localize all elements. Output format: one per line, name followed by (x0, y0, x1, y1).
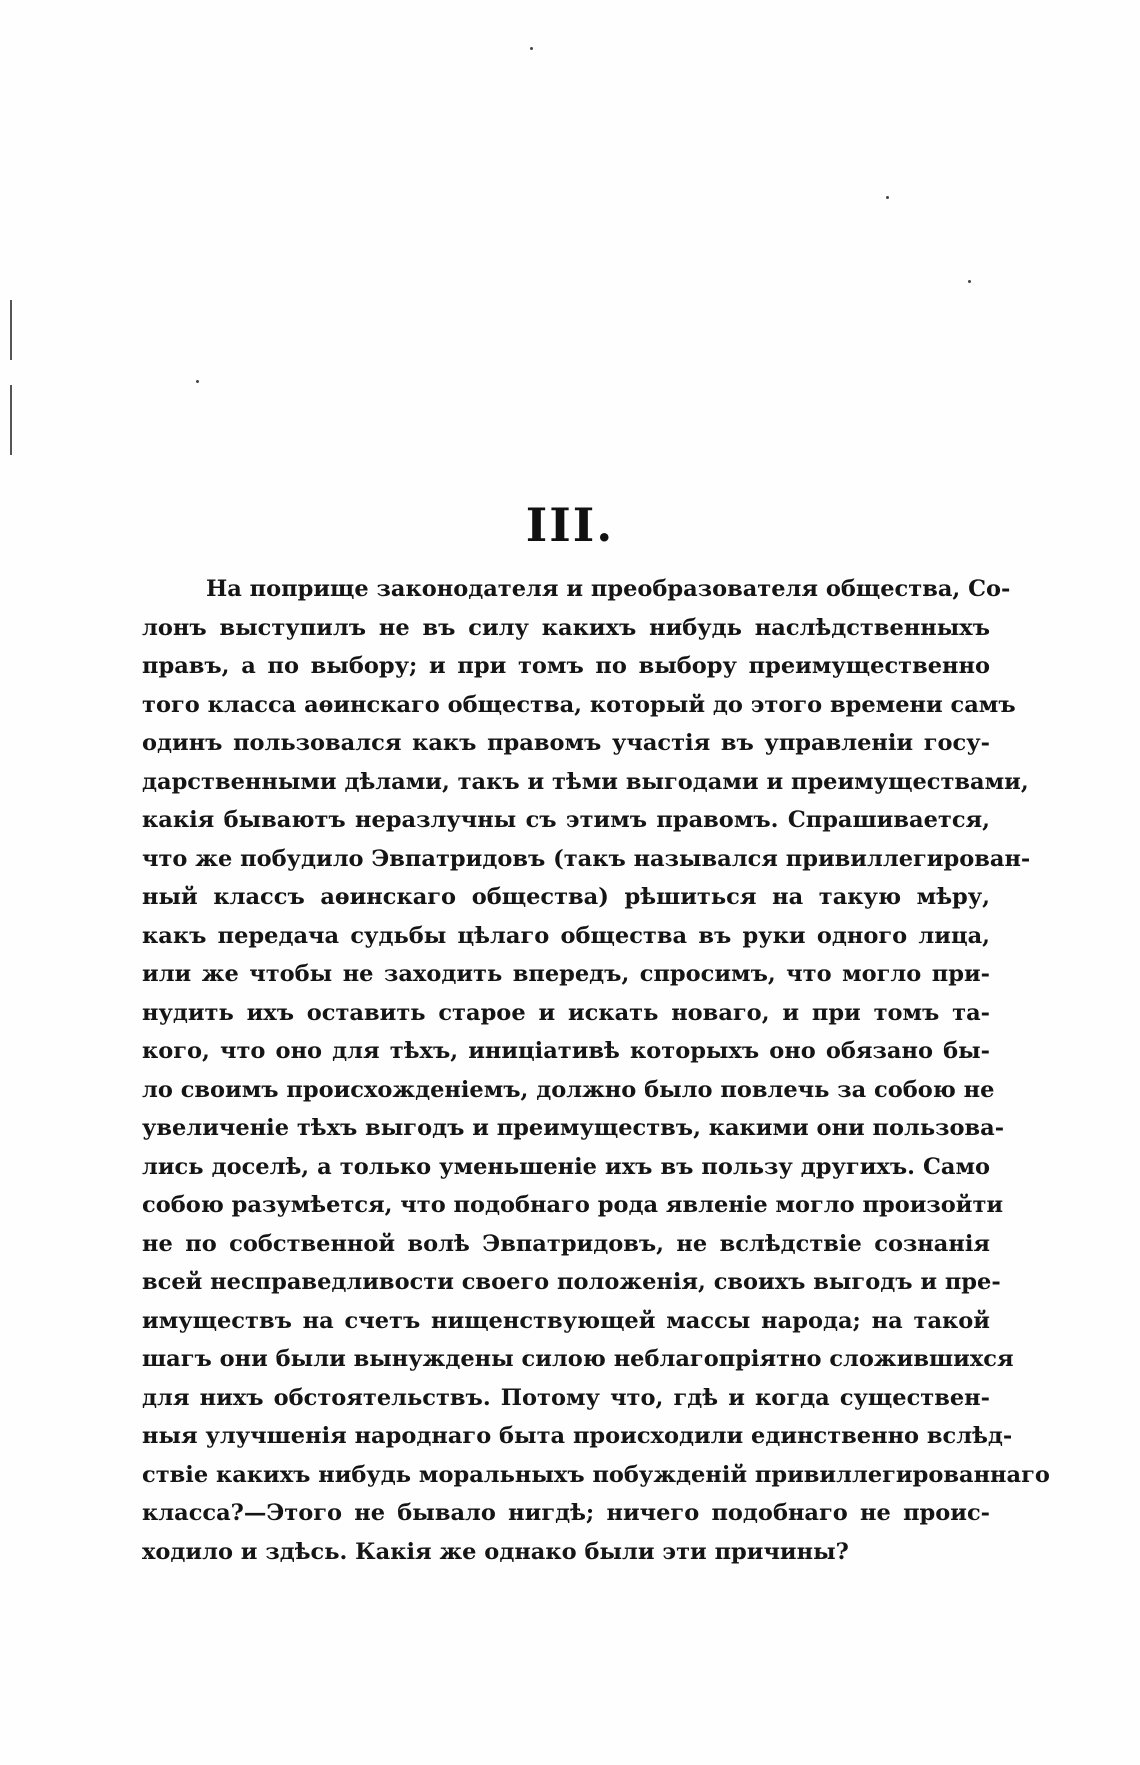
text-line: имуществъ на счетъ нищенствующей массы народа; на такой (142, 1307, 990, 1334)
chapter-heading: III. (525, 498, 615, 552)
text-line: класса?—Этого не бывало нигдѣ; ничего подобнаго не проис- (142, 1500, 990, 1526)
text-line: не по собственной волѣ Эвпатридовъ, не вслѣдствіе сознанія (142, 1230, 990, 1257)
text-line: лись доселѣ, а только уменьшеніе ихъ въ пользу другихъ. Само (142, 1153, 990, 1180)
text-line: нудить ихъ оставить старое и искать новаго, и при томъ та- (142, 999, 990, 1026)
text-line: На поприще законодателя и преобразователя общества, Со- (206, 576, 1011, 602)
text-line: для нихъ обстоятельствъ. Потому что, гдѣ и когда существен- (142, 1384, 990, 1411)
text-line: дарственными дѣлами, такъ и тѣми выгодами и преимуществами, (142, 768, 1029, 795)
text-line: собою разумѣется, что подобнаго рода явленіе могло произойти (142, 1192, 1004, 1218)
scan-speck (196, 380, 199, 383)
text-line: лонъ выступилъ не въ силу какихъ нибудь наслѣдственныхъ (142, 614, 990, 641)
body-text (142, 570, 1050, 1571)
scan-speck (886, 196, 889, 199)
text-line: ныя улучшенія народнаго быта происходили единственно вслѣд- (142, 1423, 1013, 1449)
text-line: какъ передача судьбы цѣлаго общества въ руки одного лица, (142, 922, 990, 949)
scan-margin-mark (10, 300, 12, 360)
scan-speck (530, 47, 533, 50)
scan-margin-mark (10, 385, 12, 455)
text-line: шагъ они были вынуждены силою неблагопріятно сложившихся (142, 1346, 1014, 1372)
text-line: правъ, а по выбору; и при томъ по выбору преимущественно (142, 653, 990, 679)
text-line: одинъ пользовался какъ правомъ участія въ управленіи госу- (142, 730, 990, 756)
text-line: ный классъ аѳинскаго общества) рѣшиться на такую мѣру, (142, 884, 990, 910)
text-line: ствіе какихъ нибудь моральныхъ побужденій привиллегированнаго (142, 1461, 1050, 1488)
text-line: всей несправедливости своего положенія, своихъ выгодъ и пре- (142, 1269, 1001, 1295)
text-line: или же чтобы не заходить впередъ, спросимъ, что могло при- (142, 961, 990, 987)
text-line: того класса аѳинскаго общества, который до этого времени самъ (142, 691, 1016, 718)
text-line: ло своимъ происхожденіемъ, должно было повлечь за собою не (142, 1076, 995, 1103)
text-line: ходило и здѣсь. Какія же однако были эти причины? (142, 1538, 849, 1565)
text-line: что же побудило Эвпатридовъ (такъ назывался привиллегирован- (142, 845, 1031, 872)
scan-speck (968, 280, 971, 283)
text-line: увеличеніе тѣхъ выгодъ и преимуществъ, какими они пользова- (142, 1115, 1005, 1141)
text-line: кого, что оно для тѣхъ, иниціативѣ которыхъ оно обязано бы- (142, 1038, 990, 1064)
text-line: какія бываютъ неразлучны съ этимъ правомъ. Спрашивается, (142, 807, 990, 833)
